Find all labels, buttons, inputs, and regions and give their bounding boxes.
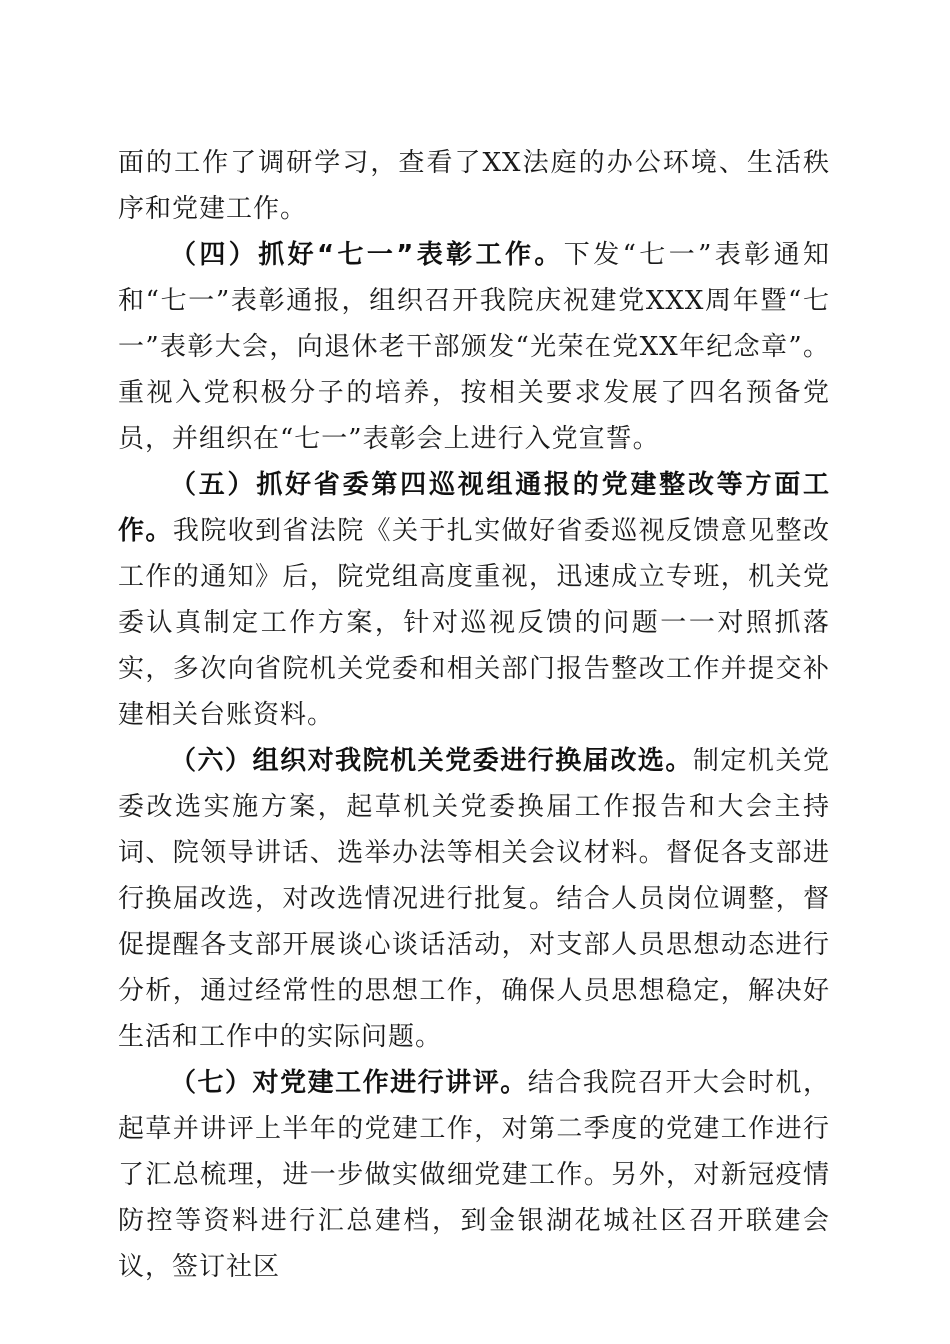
section-heading: （五）抓好省委第四巡视组通报的党建整改等方面工作。 [118, 470, 830, 546]
paragraph-section-4 [118, 232, 830, 462]
section-heading: （七）对党建工作进行讲评。 [170, 1068, 528, 1098]
paragraph-section-6 [118, 738, 830, 1060]
paragraph-body: 制定机关党委改选实施方案，起草机关党委换届工作报告和大会主持词、院领导讲话、选举办法等相关会议材料。督促各支部进行换届改选，对改选情况进行批复。结合人员岗位调整，督促提醒各支部开展谈心谈话活动，对支部人员思想动态进行分析，通过经常性的思想工作，确保人员思想稳定，解决好生活和工作中的实际问题。 [118, 746, 830, 1052]
paragraph-body: 我院收到省法院《关于扎实做好省委巡视反馈意见整改工作的通知》后，院党组高度重视，迅速成立专班，机关党委认真制定工作方案，针对巡视反馈的问题一一对照抓落实，多次向省院机关党委和相关部门报告整改工作并提交补建相关台账资料。 [118, 516, 830, 730]
section-heading: （六）组织对我院机关党委进行换届改选。 [170, 746, 693, 776]
paragraph-body: 面的工作了调研学习，查看了XX法庭的办公环境、生活秩序和党建工作。 [118, 148, 830, 224]
paragraph-body: 结合我院召开大会时机，起草并讲评上半年的党建工作，对第二季度的党建工作进行了汇总梳理，进一步做实做细党建工作。另外，对新冠疫情防控等资料进行汇总建档，到金银湖花城社区召开联建会议，签订社区 [118, 1068, 830, 1282]
paragraph-section-7 [118, 1060, 830, 1290]
paragraph-continuation [118, 140, 830, 232]
paragraph-body: 下发“七一”表彰通知和“七一”表彰通报，组织召开我院庆祝建党XXX周年暨“七一”表彰大会，向退休老干部颁发“光荣在党XX年纪念章”。重视入党积极分子的培养，按相关要求发展了四名预备党员，并组织在“七一”表彰会上进行入党宣誓。 [118, 240, 830, 454]
section-heading: （四）抓好“七一”表彰工作。 [170, 240, 564, 270]
paragraph-section-5 [118, 462, 830, 738]
document-body [118, 140, 830, 1290]
